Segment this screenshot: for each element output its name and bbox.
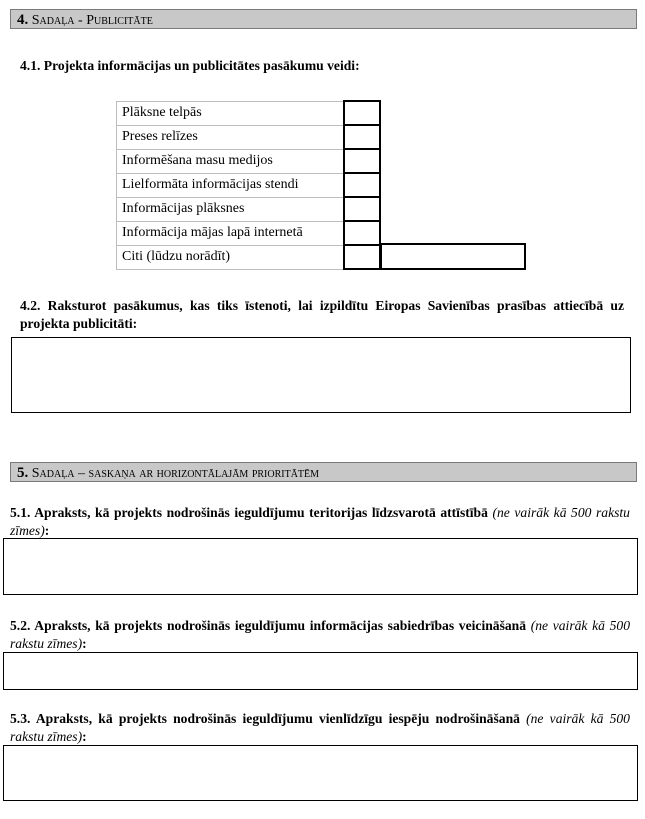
publicity-type-checkbox[interactable] xyxy=(344,245,380,269)
section-4-header xyxy=(10,9,637,29)
answer-5-1-textarea[interactable] xyxy=(3,538,638,595)
publicity-type-checkbox[interactable] xyxy=(344,101,380,125)
question-5-3-text: 5.3. Apraksts, kā projekts nodrošinās ieguldījumu vienlīdzīgu iespēju nodrošināšanā xyxy=(10,711,520,726)
table-row xyxy=(117,101,380,125)
question-4-1-label: 4.1. Projekta informācijas un publicitātes pasākumu veidi: xyxy=(20,58,360,73)
answer-4-2-textarea[interactable] xyxy=(11,337,631,413)
question-5-3-label: 5.3. Apraksts, kā projekts nodrošinās ieguldījumu vienlīdzīgu iespēju nodrošināšanā (ne vairāk kā 500 rakstu zīmes): xyxy=(10,711,630,744)
question-5-1-text: 5.1. Apraksts, kā projekts nodrošinās ieguldījumu teritorijas līdzsvarotā attīstībā xyxy=(10,505,488,520)
section-4-number: 4. xyxy=(17,12,29,28)
publicity-type-checkbox[interactable] xyxy=(344,149,380,173)
table-row xyxy=(117,173,380,197)
answer-5-2-textarea[interactable] xyxy=(3,652,638,690)
publicity-type-checkbox[interactable] xyxy=(344,125,380,149)
question-5-2-note: (ne vairāk kā 500 rakstu zīmes) xyxy=(10,618,630,651)
section-5-number: 5. xyxy=(17,465,29,481)
publicity-type-label: Informācija mājas lapā internetā xyxy=(117,221,344,245)
answer-5-3-textarea[interactable] xyxy=(3,745,638,801)
question-4-2-label: 4.2. Raksturot pasākumus, kas tiks īstenoti, lai izpildītu Eiropas Savienības prasības attiecībā uz projekta publicitāti: xyxy=(20,298,624,331)
question-5-1-label: 5.1. Apraksts, kā projekts nodrošinās ieguldījumu teritorijas līdzsvarotā attīstībā (ne vairāk kā 500 rakstu zīmes): xyxy=(10,505,630,538)
publicity-type-label: Informēšana masu medijos xyxy=(117,149,344,173)
publicity-type-label: Lielformāta informācijas stendi xyxy=(117,173,344,197)
publicity-type-label: Preses relīzes xyxy=(117,125,344,149)
publicity-types-table xyxy=(116,100,381,270)
question-5-2-label: 5.2. Apraksts, kā projekts nodrošinās ieguldījumu informācijas sabiedrības veicināšanā (ne vairāk kā 500 rakstu zīmes): xyxy=(10,618,630,651)
publicity-type-label: Plāksne telpās xyxy=(117,101,344,125)
publicity-type-checkbox[interactable] xyxy=(344,197,380,221)
table-row xyxy=(117,149,380,173)
publicity-type-label: Informācijas plāksnes xyxy=(117,197,344,221)
table-row xyxy=(117,125,380,149)
question-5-2-text: 5.2. Apraksts, kā projekts nodrošinās ieguldījumu informācijas sabiedrības veicināšanā xyxy=(10,618,527,633)
section-5-title: Sadaļa – saskaņa ar horizontālajām prioritātēm xyxy=(31,466,320,481)
publicity-type-label: Citi (lūdzu norādīt) xyxy=(117,245,344,269)
publicity-type-checkbox[interactable] xyxy=(344,221,380,245)
table-row xyxy=(117,245,380,269)
table-row xyxy=(117,221,380,245)
question-5-1-note: (ne vairāk kā 500 rakstu zīmes) xyxy=(10,505,630,538)
section-4-title: Sadaļa - Publicitāte xyxy=(31,13,153,28)
section-5-header xyxy=(10,462,637,482)
question-5-3-note: (ne vairāk kā 500 rakstu zīmes) xyxy=(10,711,630,744)
table-row xyxy=(117,197,380,221)
publicity-type-checkbox[interactable] xyxy=(344,173,380,197)
other-specify-field[interactable] xyxy=(380,243,526,270)
